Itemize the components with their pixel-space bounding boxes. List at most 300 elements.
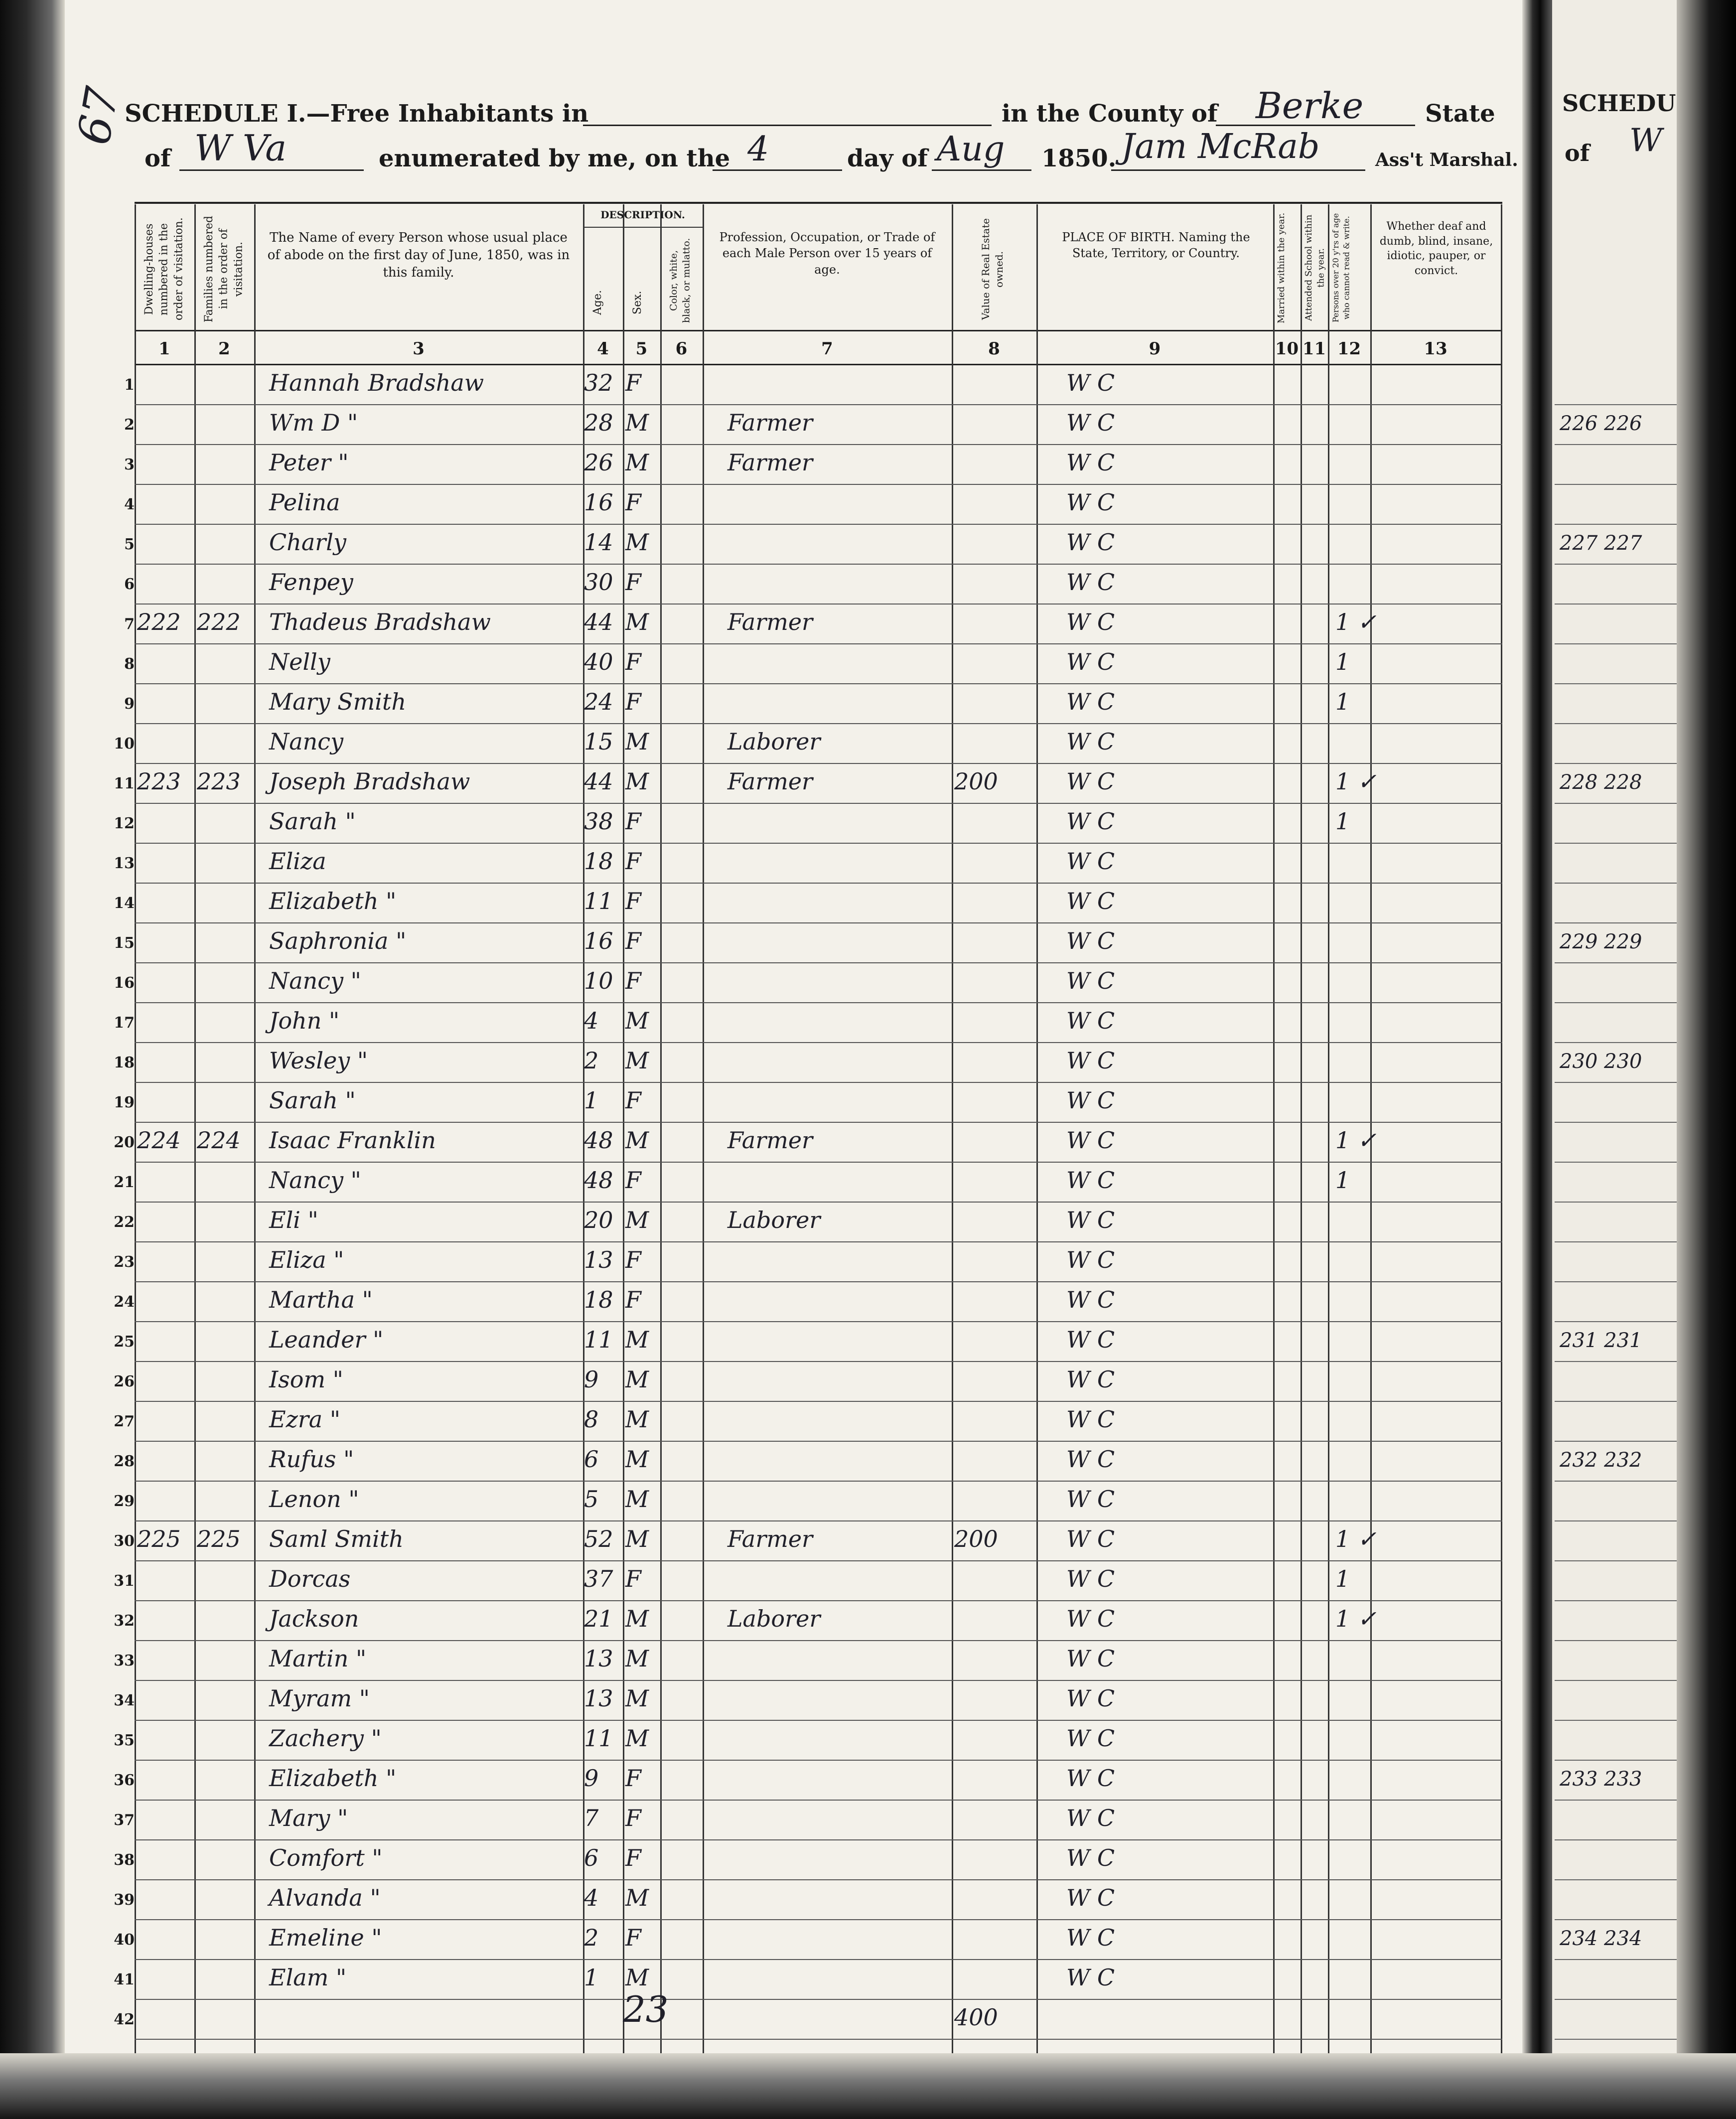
birthplace: W C (1066, 888, 1115, 914)
line-number: 29 (114, 1493, 135, 1510)
person-name: John " (269, 1007, 340, 1034)
dwelling-number: 225 (137, 1525, 181, 1552)
person-name: Wm D " (269, 409, 358, 436)
person-name: Jackson (269, 1605, 359, 1632)
day-value: 4 (747, 130, 769, 169)
birthplace: W C (1066, 489, 1115, 516)
right-page-rule (1555, 883, 1677, 884)
sex: F (625, 1765, 641, 1792)
line-number: 17 (114, 1014, 135, 1032)
birthplace: W C (1066, 1924, 1115, 1951)
right-page-rule (1555, 1520, 1677, 1521)
family-number: 224 (197, 1127, 241, 1154)
person-name: Nancy (269, 728, 344, 755)
cannot-read-write: 1 ✓ (1335, 608, 1377, 635)
occupation: Farmer (727, 449, 813, 476)
cannot-read-write: 1 ✓ (1335, 1127, 1377, 1154)
person-name: Eliza " (269, 1246, 344, 1273)
right-page-rule (1555, 1162, 1677, 1163)
person-name: Mary " (269, 1805, 348, 1831)
row-rule (135, 1082, 1502, 1083)
col-number: 6 (675, 339, 688, 359)
birthplace: W C (1066, 1685, 1115, 1712)
age: 52 (584, 1525, 613, 1552)
line-number: 9 (124, 695, 135, 713)
col1-heading: Dwelling-houses numbered in the order of visitation. (143, 217, 185, 321)
right-page-rule (1555, 1760, 1677, 1761)
cannot-read-write: 1 (1335, 808, 1350, 835)
sex: M (625, 608, 649, 635)
row-rule (135, 1800, 1502, 1801)
row-rule (135, 643, 1502, 644)
right-page-rule (1555, 1839, 1677, 1840)
sex: M (625, 1406, 649, 1433)
right-page-entry: 229 229 (1560, 930, 1642, 953)
person-name: Martha " (269, 1286, 373, 1313)
cannot-read-write: 1 (1335, 648, 1350, 675)
colnum-rule (135, 364, 1502, 365)
age: 32 (584, 369, 613, 396)
birthplace: W C (1066, 1964, 1115, 1991)
sex: M (625, 1047, 649, 1074)
right-page-rule (1555, 1919, 1677, 1920)
birthplace: W C (1066, 409, 1115, 436)
birthplace: W C (1066, 1725, 1115, 1752)
schedule-title: SCHEDULE I.—Free Inhabitants in (125, 100, 589, 128)
sex: F (625, 1167, 641, 1194)
row-rule (135, 1720, 1502, 1721)
right-page-rule (1555, 1800, 1677, 1801)
right-page-rule (1555, 1002, 1677, 1003)
row-rule (135, 1560, 1502, 1561)
right-page-rule (1555, 763, 1677, 764)
fill-line (179, 169, 364, 171)
right-page-rule (1555, 1241, 1677, 1242)
person-name: Emeline " (269, 1924, 382, 1951)
age: 6 (584, 1446, 599, 1473)
right-page-state: W (1629, 122, 1662, 159)
line-number: 37 (114, 1812, 135, 1829)
age: 1 (584, 1087, 599, 1114)
col12-heading: Persons over 20 y'rs of age who cannot read & write. (1331, 213, 1351, 323)
column-rule (703, 204, 704, 2053)
right-page-rule (1555, 1122, 1677, 1123)
right-page-rule (1555, 1441, 1677, 1442)
sex: F (625, 1565, 641, 1592)
row-rule (135, 1162, 1502, 1163)
row-rule (135, 1680, 1502, 1681)
table-top-rule (135, 202, 1502, 204)
right-page-entry: 227 227 (1560, 532, 1642, 555)
col-number: 3 (413, 339, 425, 359)
right-page-title: SCHEDU (1562, 90, 1676, 117)
person-name: Elam " (269, 1964, 347, 1991)
person-name: Rufus " (269, 1446, 354, 1473)
row-rule (135, 763, 1502, 764)
row-rule (135, 723, 1502, 724)
col3-heading: The Name of every Person whose usual place of abode on the first day of June, 1850, was in this family. (267, 230, 570, 281)
scan-right-border (1677, 0, 1736, 2119)
person-name: Elizabeth " (269, 1765, 397, 1792)
person-name: Ezra " (269, 1406, 341, 1433)
sex: M (625, 529, 649, 556)
line-number: 4 (124, 496, 135, 513)
fill-line (932, 169, 1031, 171)
sex: M (625, 1007, 649, 1034)
line-number: 33 (114, 1652, 135, 1669)
col-number: 11 (1302, 339, 1326, 359)
age: 18 (584, 1286, 613, 1313)
marshal-label: Ass't Marshal. (1375, 150, 1518, 170)
sex: M (625, 1964, 649, 1991)
birthplace: W C (1066, 1007, 1115, 1034)
county-value: Berke (1256, 85, 1364, 127)
right-page-rule (1555, 643, 1677, 644)
real-estate-value: 200 (954, 768, 998, 795)
column-rule (623, 204, 624, 2053)
line-number: 2 (124, 416, 135, 434)
person-name: Thadeus Bradshaw (269, 608, 491, 635)
page-note: 23 (623, 1988, 669, 2030)
birthplace: W C (1066, 1286, 1115, 1313)
row-rule (135, 1202, 1502, 1203)
of-label: of (145, 145, 171, 172)
col-number: 7 (821, 339, 833, 359)
right-page-rule (1555, 484, 1677, 485)
line-number: 38 (114, 1851, 135, 1869)
line-number: 19 (114, 1094, 135, 1111)
age: 30 (584, 569, 613, 596)
person-name: Dorcas (269, 1565, 351, 1592)
column-rule (952, 204, 953, 2053)
row-rule (135, 484, 1502, 485)
state-value: W Va (194, 127, 287, 169)
age: 26 (584, 449, 613, 476)
age: 13 (584, 1645, 613, 1672)
row-rule (135, 2039, 1502, 2040)
row-rule (135, 1401, 1502, 1402)
sex: M (625, 1326, 649, 1353)
right-page-rule (1555, 444, 1677, 445)
age: 6 (584, 1844, 599, 1871)
birthplace: W C (1066, 768, 1115, 795)
row-rule (135, 803, 1502, 804)
right-page-rule (1555, 1481, 1677, 1482)
person-name: Nancy " (269, 967, 361, 994)
birthplace: W C (1066, 808, 1115, 835)
age: 9 (584, 1366, 599, 1393)
line-number: 23 (114, 1253, 135, 1271)
family-number: 225 (197, 1525, 241, 1552)
line-number: 28 (114, 1453, 135, 1470)
person-name: Pelina (269, 489, 340, 516)
row-rule (135, 604, 1502, 605)
sex: F (625, 369, 641, 396)
sex: F (625, 808, 641, 835)
col-number: 1 (158, 339, 170, 359)
sex: F (625, 1246, 641, 1273)
right-page-entry: 232 232 (1560, 1449, 1642, 1472)
sex: F (625, 848, 641, 875)
birthplace: W C (1066, 1525, 1115, 1552)
line-number: 20 (114, 1134, 135, 1151)
birthplace: W C (1066, 967, 1115, 994)
sex: F (625, 569, 641, 596)
birthplace: W C (1066, 1805, 1115, 1831)
sex: F (625, 1087, 641, 1114)
right-page-rule (1555, 1082, 1677, 1083)
scan-bottom-border (0, 2053, 1736, 2119)
col-number: 13 (1424, 339, 1447, 359)
right-page-rule (1555, 1959, 1677, 1960)
birthplace: W C (1066, 1486, 1115, 1513)
occupation: Laborer (727, 1605, 821, 1632)
sex: M (625, 1446, 649, 1473)
right-page-rule (1555, 1321, 1677, 1322)
birthplace: W C (1066, 608, 1115, 635)
right-page-rule (1555, 524, 1677, 525)
line-number: 34 (114, 1692, 135, 1709)
sex: M (625, 1725, 649, 1752)
cannot-read-write: 1 ✓ (1335, 1525, 1377, 1552)
column-rule (1501, 204, 1502, 2053)
line-number: 30 (114, 1532, 135, 1550)
sex: M (625, 409, 649, 436)
occupation: Farmer (727, 768, 813, 795)
col5-heading: Sex. (631, 291, 644, 315)
marshal-name: Jam McRab (1121, 127, 1320, 166)
row-rule (135, 1640, 1502, 1641)
col4-heading: Age. (591, 290, 604, 315)
line-number: 13 (114, 855, 135, 872)
row-rule (135, 1361, 1502, 1362)
col-number: 8 (988, 339, 1000, 359)
sex: M (625, 1685, 649, 1712)
row-rule (135, 1919, 1502, 1920)
age: 44 (584, 768, 613, 795)
margin-note: 67 (67, 83, 129, 149)
age: 38 (584, 808, 613, 835)
cannot-read-write: 1 (1335, 1167, 1350, 1194)
occupation: Farmer (727, 1127, 813, 1154)
line-number: 32 (114, 1612, 135, 1630)
row-rule (135, 962, 1502, 963)
birthplace: W C (1066, 1326, 1115, 1353)
sex: M (625, 1645, 649, 1672)
age: 2 (584, 1924, 599, 1951)
col7-heading: Profession, Occupation, or Trade of each Male Person over 15 years of age. (719, 230, 935, 277)
row-rule (135, 1839, 1502, 1840)
age: 4 (584, 1007, 599, 1034)
person-name: Hannah Bradshaw (269, 369, 484, 396)
line-number: 21 (114, 1174, 135, 1191)
col-number: 10 (1275, 339, 1299, 359)
right-page-rule (1555, 1281, 1677, 1282)
row-rule (135, 1520, 1502, 1521)
person-name: Martin " (269, 1645, 367, 1672)
sex: M (625, 1366, 649, 1393)
line-number: 22 (114, 1213, 135, 1231)
sex: F (625, 648, 641, 675)
sex: F (625, 489, 641, 516)
age: 16 (584, 489, 613, 516)
occupation: Laborer (727, 1207, 821, 1233)
right-page-rule (1555, 962, 1677, 963)
age: 13 (584, 1685, 613, 1712)
line-number: 16 (114, 974, 135, 992)
row-rule (135, 1321, 1502, 1322)
col9-heading: PLACE OF BIRTH. Naming the State, Territory, or Country. (1062, 230, 1250, 261)
line-number: 14 (114, 895, 135, 912)
occupation: Farmer (727, 409, 813, 436)
age: 14 (584, 529, 613, 556)
row-rule (135, 1600, 1502, 1601)
real-estate-value: 200 (954, 1525, 998, 1552)
family-number: 222 (197, 608, 241, 635)
birthplace: W C (1066, 529, 1115, 556)
right-page-rule (1555, 1361, 1677, 1362)
line-number: 36 (114, 1772, 135, 1789)
sex: M (625, 1127, 649, 1154)
line-number: 18 (114, 1054, 135, 1071)
fill-line (1111, 169, 1365, 171)
fill-line (583, 125, 992, 126)
row-rule (135, 1042, 1502, 1043)
person-name: Wesley " (269, 1047, 368, 1074)
month-value: Aug (937, 130, 1005, 169)
dwelling-number: 223 (137, 768, 181, 795)
row-rule (135, 922, 1502, 923)
birthplace: W C (1066, 1765, 1115, 1792)
right-page-entry: 226 226 (1560, 412, 1642, 435)
sex: M (625, 1884, 649, 1911)
person-name: Myram " (269, 1685, 370, 1712)
person-name: Joseph Bradshaw (269, 768, 470, 795)
birthplace: W C (1066, 1127, 1115, 1154)
line-number: 15 (114, 934, 135, 952)
line-number: 3 (124, 456, 135, 473)
right-page-rule (1555, 1999, 1677, 2000)
col10-heading: Married within the year. (1276, 212, 1287, 323)
line-number: 1 (124, 376, 135, 394)
right-page-rule (1555, 1600, 1677, 1601)
book-gutter (1522, 0, 1552, 2119)
age: 1 (584, 1964, 599, 1991)
right-page-of: of (1565, 140, 1590, 166)
row-rule (135, 1959, 1502, 1960)
right-page-rule (1555, 604, 1677, 605)
age: 18 (584, 848, 613, 875)
right-page-rule (1555, 1202, 1677, 1203)
age: 24 (584, 688, 613, 715)
column-rule (254, 204, 256, 2053)
dwelling-number: 224 (137, 1127, 181, 1154)
birthplace: W C (1066, 1645, 1115, 1672)
sex: M (625, 768, 649, 795)
column-rule (1036, 204, 1038, 2053)
person-name: Mary Smith (269, 688, 407, 715)
birthplace: W C (1066, 1366, 1115, 1393)
col-number: 12 (1337, 339, 1361, 359)
line-number: 8 (124, 655, 135, 673)
sex: F (625, 888, 641, 914)
person-name: Isaac Franklin (269, 1127, 436, 1154)
birthplace: W C (1066, 1207, 1115, 1233)
sex: M (625, 1207, 649, 1233)
day-of-label: day of (847, 145, 928, 172)
cannot-read-write: 1 (1335, 1565, 1350, 1592)
person-name: Eliza (269, 848, 326, 875)
line-number: 26 (114, 1373, 135, 1390)
age: 48 (584, 1167, 613, 1194)
line-number: 7 (124, 615, 135, 633)
occupation: Farmer (727, 1525, 813, 1552)
dwelling-number: 222 (137, 608, 181, 635)
birthplace: W C (1066, 688, 1115, 715)
line-number: 31 (114, 1572, 135, 1590)
birthplace: W C (1066, 1565, 1115, 1592)
line-number: 40 (114, 1931, 135, 1949)
right-page-rule (1555, 1560, 1677, 1561)
row-rule (135, 883, 1502, 884)
cannot-read-write: 1 ✓ (1335, 1605, 1377, 1632)
birthplace: W C (1066, 728, 1115, 755)
birthplace: W C (1066, 1884, 1115, 1911)
age: 5 (584, 1486, 599, 1513)
age: 10 (584, 967, 613, 994)
sex: F (625, 688, 641, 715)
right-page-entry: 228 228 (1560, 771, 1642, 794)
age: 7 (584, 1805, 599, 1831)
col13-heading: Whether deaf and dumb, blind, insane, idiotic, pauper, or convict. (1379, 220, 1493, 278)
header-rule (135, 330, 1502, 331)
description-rule (583, 227, 703, 228)
birthplace: W C (1066, 1047, 1115, 1074)
line-number: 11 (114, 775, 135, 792)
age: 11 (584, 1725, 613, 1752)
row-rule (135, 1441, 1502, 1442)
fill-line (713, 169, 842, 171)
person-name: Saml Smith (269, 1525, 404, 1552)
person-name: Eli " (269, 1207, 318, 1233)
birthplace: W C (1066, 569, 1115, 596)
right-page-rule (1555, 1680, 1677, 1681)
enumerated-label: enumerated by me, on the (379, 145, 730, 172)
birthplace: W C (1066, 1844, 1115, 1871)
row-rule (135, 1760, 1502, 1761)
col11-heading: Attended School within the year. (1303, 214, 1326, 321)
sex: F (625, 1924, 641, 1951)
line-number: 24 (114, 1293, 135, 1311)
column-rule (660, 204, 662, 2053)
right-page-rule (1555, 1720, 1677, 1721)
sex: F (625, 1844, 641, 1871)
scan-left-border (0, 0, 65, 2119)
age: 48 (584, 1127, 613, 1154)
birthplace: W C (1066, 449, 1115, 476)
person-name: Saphronia " (269, 927, 407, 954)
right-page-rule (1555, 1640, 1677, 1641)
col-number: 4 (597, 339, 609, 359)
person-name: Charly (269, 529, 346, 556)
col8-heading: Value of Real Estate owned. (980, 218, 1005, 320)
state-label: State (1425, 100, 1495, 128)
age: 11 (584, 1326, 613, 1353)
age: 44 (584, 608, 613, 635)
right-page-rule (1555, 1401, 1677, 1402)
age: 16 (584, 927, 613, 954)
right-page-entry: 234 234 (1560, 1927, 1642, 1950)
